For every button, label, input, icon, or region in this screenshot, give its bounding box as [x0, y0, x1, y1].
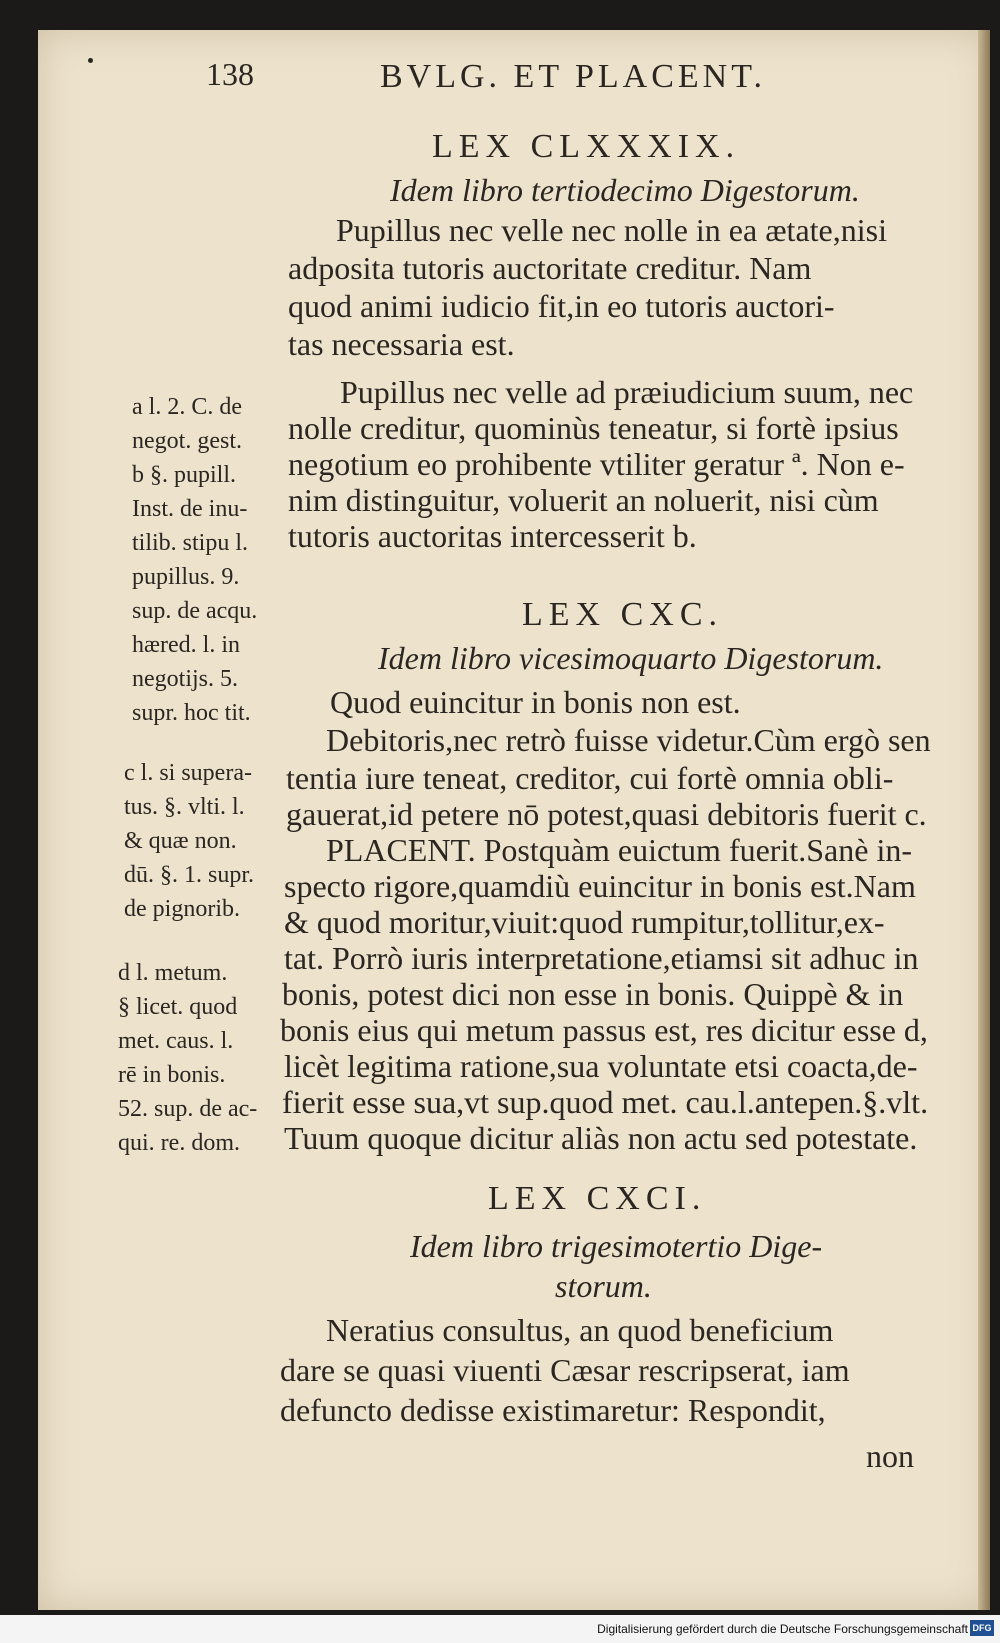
margin-note-line: negotijs. 5.: [132, 666, 238, 692]
page-edge: [978, 30, 990, 1610]
catchword: non: [866, 1438, 914, 1474]
text-line: Quod euincitur in bonis non est.: [330, 684, 741, 720]
margin-note-line: tilib. stipu l.: [132, 530, 249, 556]
section-heading: LEX CXC.: [522, 596, 723, 633]
text-line: dare se quasi viuenti Cæsar rescripserat, iam: [280, 1352, 850, 1388]
text-line: defuncto dedisse existimaretur: Respondit,: [280, 1392, 826, 1428]
text-line: licèt legitima ratione,sua voluntate etsi coacta,de-: [284, 1048, 918, 1084]
text-line: bonis eius qui metum passus est, res dicitur esse d,: [280, 1012, 928, 1048]
margin-note-line: qui. re. dom.: [118, 1130, 240, 1156]
margin-note-line: negot. gest.: [132, 428, 242, 454]
margin-note-line: b §. pupill.: [132, 462, 237, 488]
text-line: Neratius consultus, an quod beneficium: [326, 1312, 834, 1348]
text-line: quod animi iudicio fit,in eo tutoris auctori-: [288, 288, 835, 324]
margin-note-line: pupillus. 9.: [132, 564, 240, 590]
margin-note-line: d l. metum.: [118, 960, 228, 986]
text-line: & quod moritur,viuit:quod rumpitur,tollitur,ex-: [284, 904, 885, 940]
margin-note-line: a l. 2. C. de: [132, 394, 242, 420]
margin-note-line: supr. hoc tit.: [132, 700, 251, 726]
margin-note-line: de pignorib.: [124, 896, 240, 922]
page-number: 138: [206, 56, 254, 92]
text-line: Pupillus nec velle ad præiudicium suum, nec: [340, 374, 914, 410]
section-heading: LEX CXCI.: [488, 1180, 707, 1217]
margin-note-line: c l. si supera-: [124, 760, 252, 786]
margin-note-line: tus. §. vlti. l.: [124, 794, 245, 820]
section-subheading: storum.: [555, 1268, 652, 1304]
text-line: PLACENT. Postquàm euictum fuerit.Sanè in-: [326, 832, 912, 868]
section-heading: LEX CLXXXIX.: [432, 128, 741, 165]
footer-credit: Digitalisierung gefördert durch die Deutsche Forschungsgemeinschaft: [597, 1622, 968, 1636]
text-line: gauerat,id petere nō potest,quasi debitoris fuerit c.: [286, 796, 927, 832]
margin-note-line: & quæ non.: [124, 828, 237, 854]
text-line: tutoris auctoritas intercesserit b.: [288, 518, 697, 554]
margin-note-line: met. caus. l.: [118, 1028, 234, 1054]
text-line: nim distinguitur, voluerit an noluerit, nisi cùm: [288, 482, 879, 518]
section-subheading: Idem libro trigesimotertio Dige-: [410, 1228, 823, 1264]
ink-dot: [88, 58, 93, 63]
text-line: negotium eo prohibente vtiliter geratur ª. Non e-: [288, 446, 905, 482]
text-line: nolle creditur, quominùs teneatur, si fortè ipsius: [288, 410, 899, 446]
text-line: Debitoris,nec retrò fuisse videtur.Cùm ergò sen: [326, 722, 931, 758]
running-head: BVLG. ET PLACENT.: [380, 58, 766, 95]
text-line: tas necessaria est.: [288, 326, 515, 362]
section-subheading: Idem libro tertiodecimo Digestorum.: [390, 172, 860, 208]
margin-note-line: dū. §. 1. supr.: [124, 862, 255, 888]
section-subheading: Idem libro vicesimoquarto Digestorum.: [378, 640, 884, 676]
margin-note-line: hæred. l. in: [132, 632, 240, 658]
text-line: Pupillus nec velle nec nolle in ea ætate,nisi: [336, 212, 887, 248]
text-line: adposita tutoris auctoritate creditur. Nam: [288, 250, 812, 286]
text-line: Tuum quoque dicitur aliàs non actu sed potestate.: [284, 1120, 918, 1156]
margin-note-line: Inst. de inu-: [132, 496, 248, 522]
text-line: fierit esse sua,vt sup.quod met. cau.l.antepen.§.vlt.: [282, 1084, 929, 1120]
text-line: specto rigore,quamdiù euincitur in bonis est.Nam: [284, 868, 916, 904]
dfg-logo-icon: DFG: [970, 1620, 994, 1636]
margin-note-line: rē in bonis.: [118, 1062, 226, 1088]
text-line: tat. Porrò iuris interpretatione,etiamsi sit adhuc in: [284, 940, 919, 976]
margin-note-line: § licet. quod: [118, 994, 238, 1020]
text-line: bonis, potest dici non esse in bonis. Quippè & in: [282, 976, 904, 1012]
margin-note-line: 52. sup. de ac-: [118, 1096, 258, 1122]
margin-note-line: sup. de acqu.: [132, 598, 258, 624]
text-line: tentia iure teneat, creditor, cui fortè omnia obli-: [286, 760, 894, 796]
